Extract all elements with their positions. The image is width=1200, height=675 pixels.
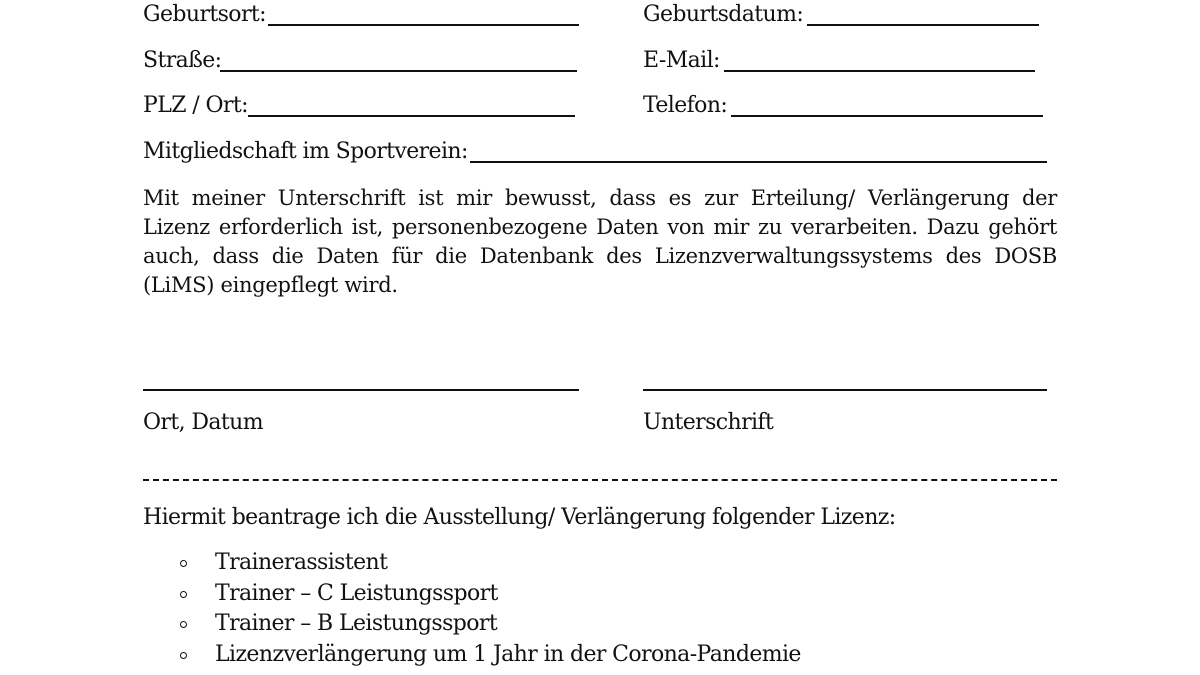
phone-field[interactable]: [731, 115, 1043, 117]
club-membership-label: Mitgliedschaft im Sportverein:: [143, 139, 468, 164]
signature-field[interactable]: [643, 389, 1047, 391]
zip-city-field[interactable]: [248, 115, 575, 117]
circle-bullet-icon[interactable]: [180, 621, 187, 628]
license-option-label: Trainer – B Leistungssport: [215, 611, 498, 636]
place-date-field[interactable]: [143, 389, 579, 391]
email-field[interactable]: [724, 70, 1035, 72]
place-date-label: Ort, Datum: [143, 410, 264, 435]
birthplace-field[interactable]: [268, 24, 579, 26]
license-option-label: Lizenzverlängerung um 1 Jahr in der Corona-Pandemie: [215, 641, 801, 667]
application-heading: Hiermit beantrage ich die Ausstellung/ Verlängerung folgender Lizenz:: [143, 505, 896, 530]
circle-bullet-icon[interactable]: [180, 652, 187, 659]
phone-label: Telefon:: [643, 93, 728, 118]
license-option-label: Trainer – C Leistungssport: [215, 580, 498, 606]
club-membership-field[interactable]: [470, 161, 1047, 163]
circle-bullet-icon[interactable]: [180, 560, 187, 567]
email-label: E-Mail:: [643, 48, 720, 73]
street-label: Straße:: [143, 48, 222, 73]
cut-line-divider: [143, 479, 1057, 481]
consent-paragraph: Mit meiner Unterschrift ist mir bewusst, dass es zur Erteilung/ Verlängerung der Lizenz erforderlich ist, personenbezogene Daten von mir zu verarbeiten. Dazu gehört auch, dass die Daten für die Datenbank des Lizenzverwaltungssystems des DOSB (LiMS) eingepflegt wird.: [143, 186, 1057, 297]
birthdate-label: Geburtsdatum:: [643, 2, 804, 27]
license-option-label: Trainerassistent: [215, 550, 388, 575]
signature-label: Unterschrift: [643, 410, 774, 435]
circle-bullet-icon[interactable]: [180, 591, 187, 598]
birthplace-label: Geburtsort:: [143, 2, 266, 27]
birthdate-field[interactable]: [807, 24, 1039, 26]
street-field[interactable]: [220, 70, 577, 72]
zip-city-label: PLZ / Ort:: [143, 93, 248, 118]
